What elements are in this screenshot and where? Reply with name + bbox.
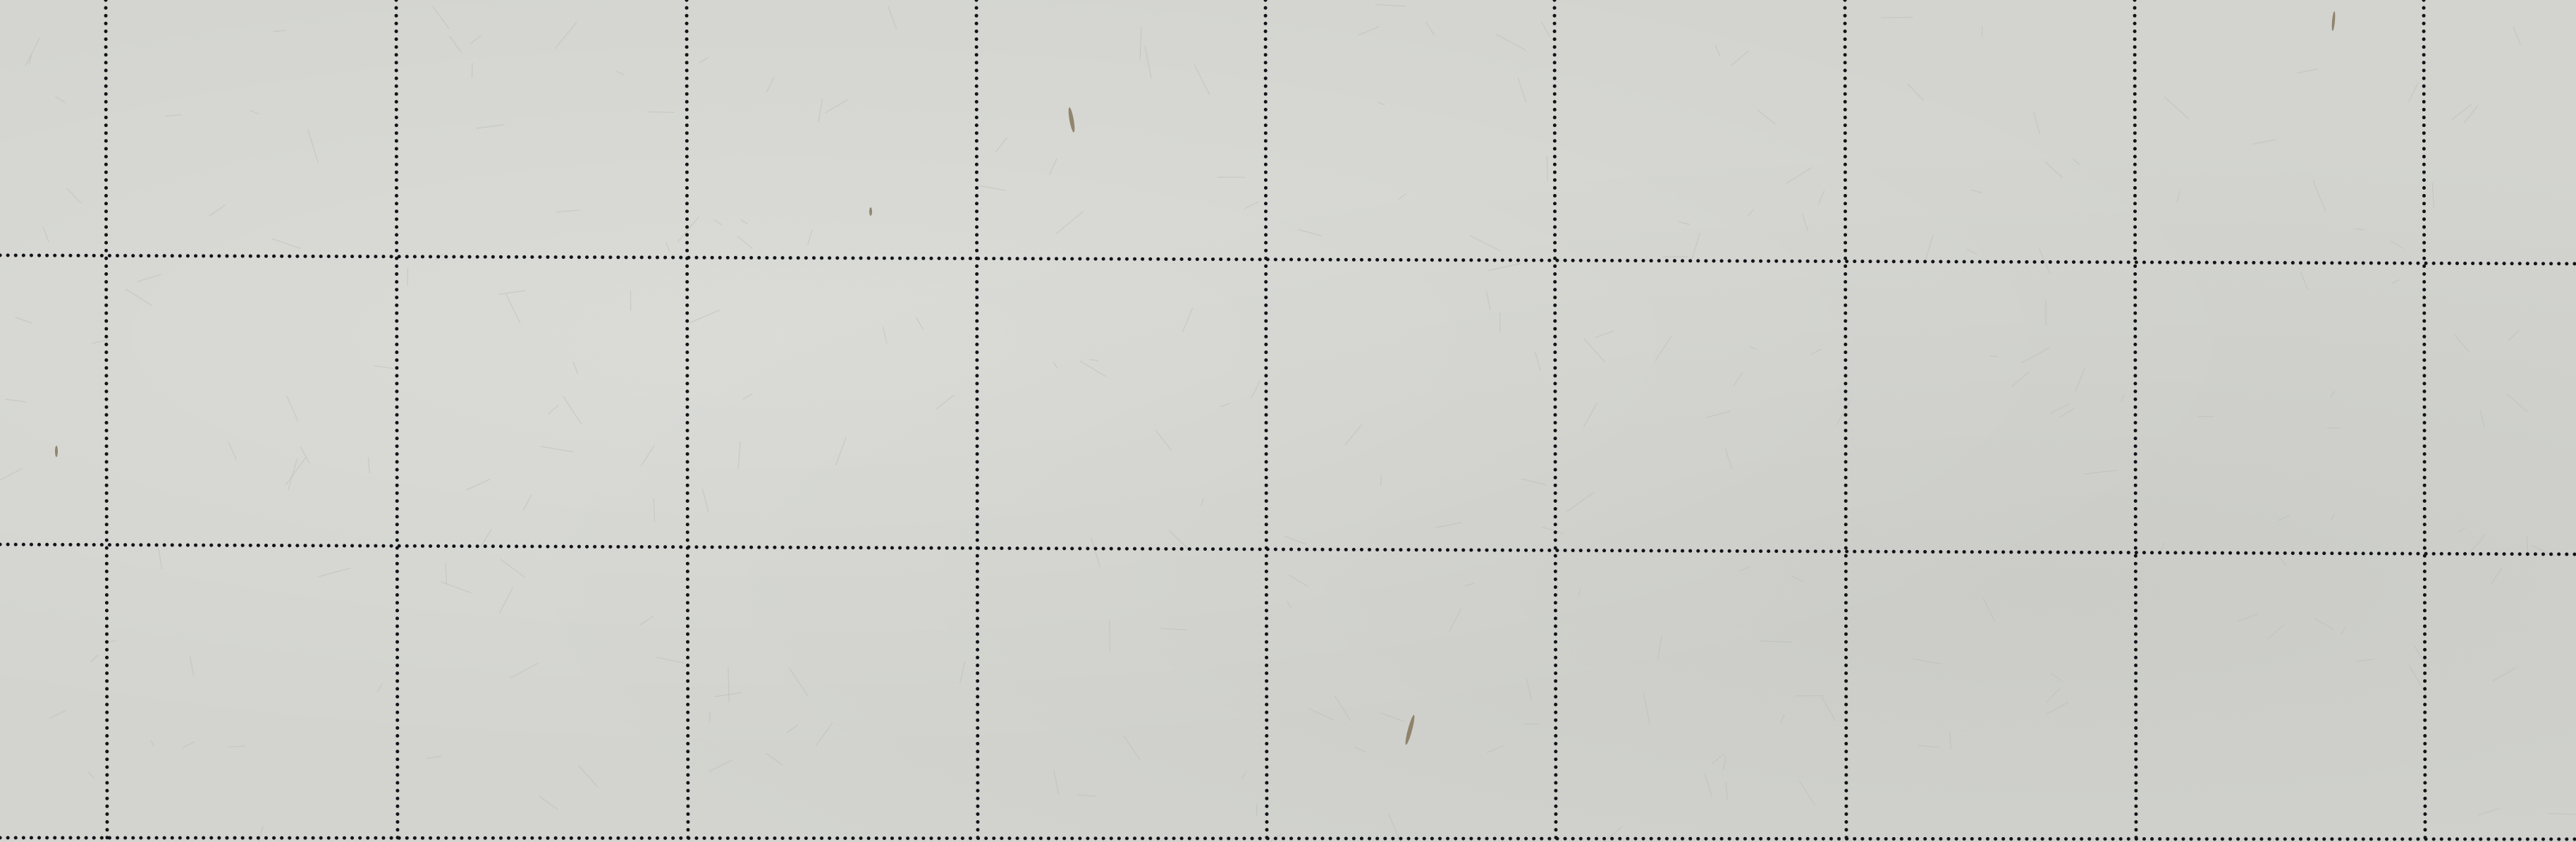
paper-speck: [55, 446, 58, 457]
paper-fiber: [649, 112, 675, 113]
paper-speck: [869, 207, 872, 216]
